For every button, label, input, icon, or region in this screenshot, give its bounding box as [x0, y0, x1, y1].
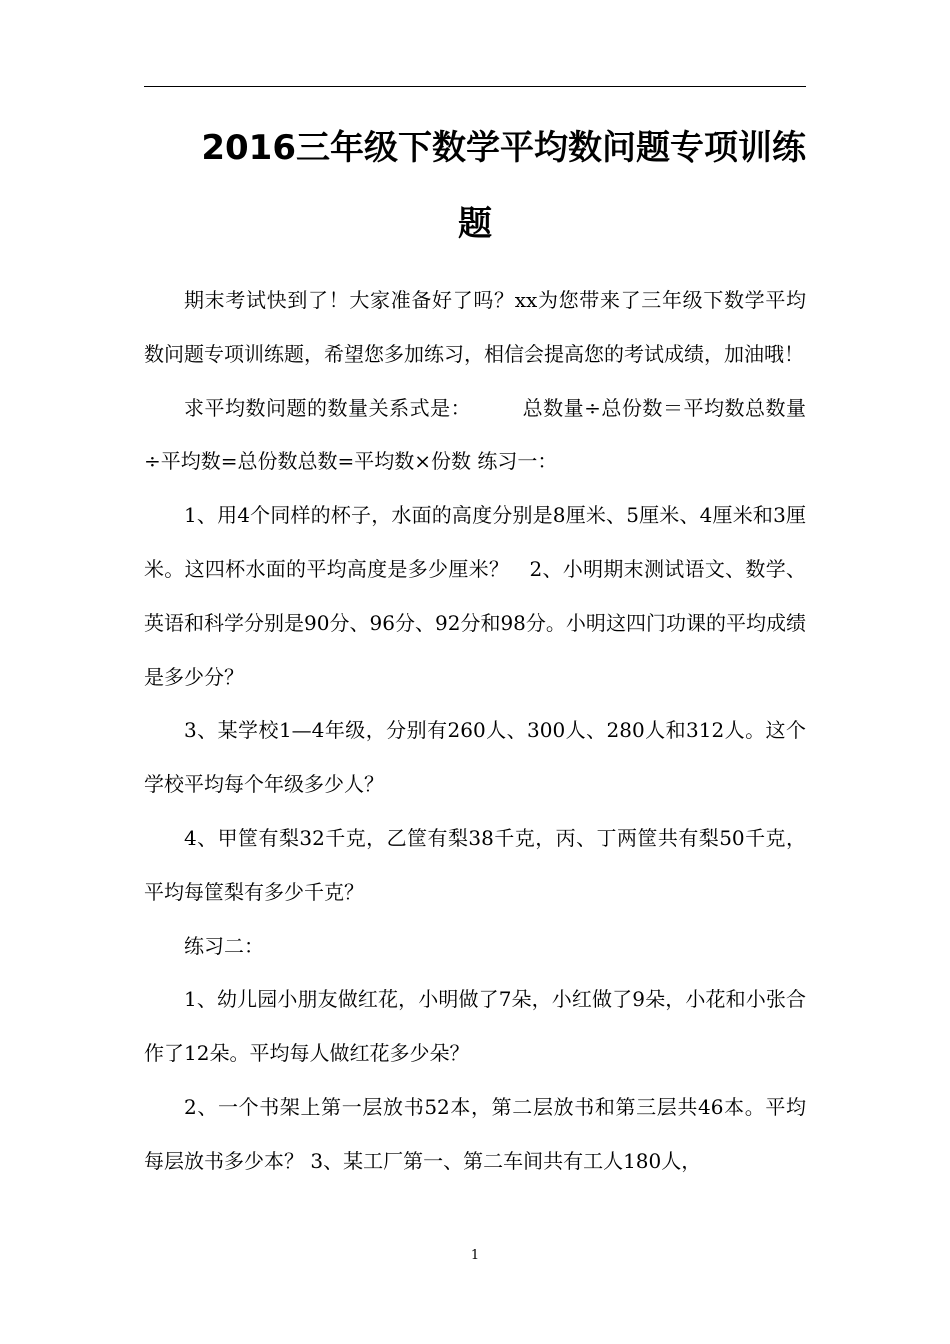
page-number: 1	[470, 1248, 480, 1263]
exercise-1-4-paragraph: 4、甲筐有梨32千克，乙筐有梨38千克，丙、丁两筐共有梨50千克，平均每筐梨有多少千克？	[144, 825, 806, 904]
exercise-2-heading: 练习二：	[184, 933, 264, 958]
exercise-1-paragraph: 1、用4个同样的杯子，水面的高度分别是8厘米、5厘米、4厘米和3厘米。这四杯水面的平均高度是多少厘米？ 2、小明期末测试语文、数学、英语和科学分别是90分、96分、92分和98分。小明这四门功课的平均成绩是多少分？	[144, 503, 806, 689]
document-title-line-1: 2016三年级下数学平均数问题专项训练	[201, 128, 806, 168]
formula-paragraph: 求平均数问题的数量关系式是： 总数量÷总份数＝平均数总数量÷平均数=总份数总数=平均数×份数 练习一：	[144, 395, 806, 474]
exercise-1-3-paragraph: 3、某学校1—4年级，分别有260人、300人、280人和312人。这个学校平均每个年级多少人？	[144, 718, 806, 797]
document-title-line-2: 题	[458, 204, 492, 244]
header-rule	[144, 86, 806, 87]
document-body	[144, 274, 806, 1189]
exercise-2-1-paragraph: 1、幼儿园小朋友做红花，小明做了7朵，小红做了9朵，小花和小张合作了12朵。平均每人做红花多少朵？	[144, 987, 806, 1066]
exercise-2-2-paragraph: 2、一个书架上第一层放书52本，第二层放书和第三层共46本。平均每层放书多少本？ 3、某工厂第一、第二车间共有工人180人，	[144, 1094, 806, 1173]
intro-paragraph: 期末考试快到了！大家准备好了吗？xx为您带来了三年级下数学平均数问题专项训练题，希望您多加练习，相信会提高您的考试成绩，加油哦！	[144, 288, 806, 366]
